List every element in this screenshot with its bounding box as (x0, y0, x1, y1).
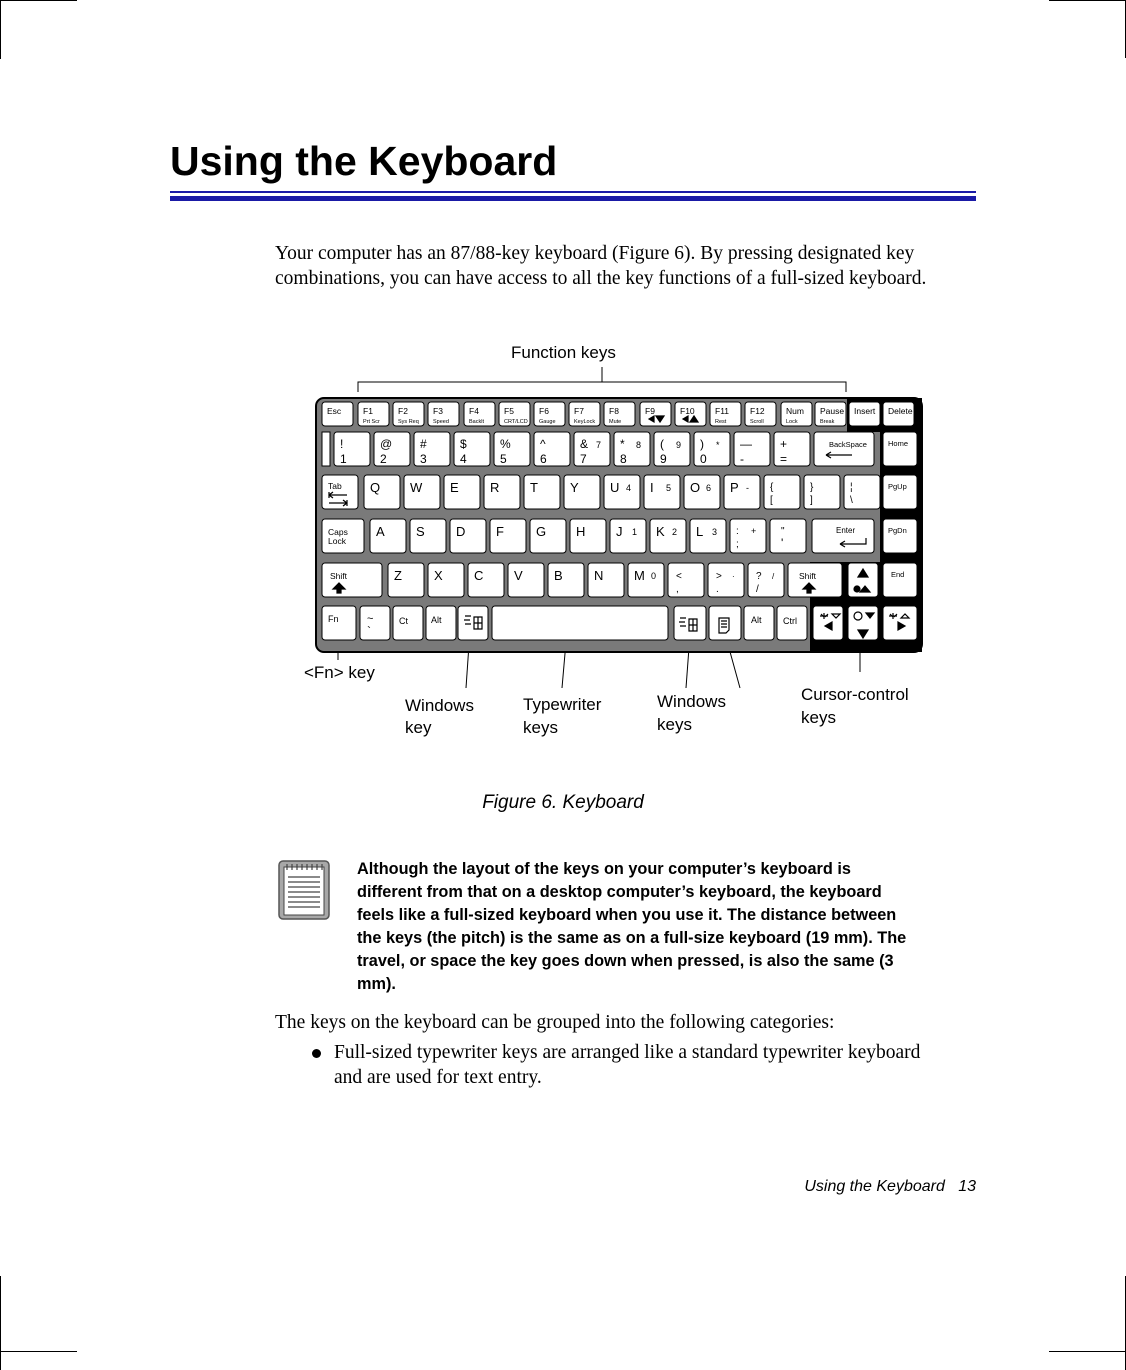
v-label: V (514, 568, 523, 583)
l-label: L (696, 524, 704, 539)
pgdn-key (883, 519, 917, 553)
h-label: H (576, 524, 586, 539)
n8b-label: 8 (620, 452, 627, 466)
prb-label: . (716, 584, 719, 595)
windows-right-key (674, 606, 706, 640)
f7-label: F7 (574, 406, 584, 416)
categories-intro: The keys on the keyboard can be grouped into the following categories: (275, 1012, 835, 1033)
bsb-top-label: ¦ (850, 482, 853, 493)
delete-label: Delete (888, 406, 913, 416)
c-label: C (474, 568, 484, 583)
crop-mark (0, 1276, 1, 1370)
page-footer (804, 1178, 976, 1196)
f11-label: F11 (715, 406, 730, 416)
bullet-icon (312, 1049, 321, 1058)
n1b-label: 1 (340, 452, 347, 466)
i-label: I (650, 480, 654, 495)
n-label: N (594, 568, 604, 583)
windows-keys-label-2: keys (657, 715, 692, 734)
f12-label: F12 (750, 406, 765, 416)
typewriter-keys-label-2: keys (523, 718, 558, 737)
note-text: Although the layout of the keys on your computer’s keyboard is different from that on a desktop computer’s keyboard, the keyboard feels like a full-sized keyboard when you use it. The distance between the keys (the pitch) is the same as on a full-size keyboard (19 mm). The travel, or space the key goes down when pressed, is also the same (3 mm). (357, 860, 907, 993)
pgup-label: PgUp (888, 482, 907, 491)
f4-sub-label: Backlt (469, 419, 484, 425)
m-keypad-label: 0 (651, 571, 657, 581)
rbb-label: ] (810, 495, 813, 506)
cmb-label: , (676, 584, 679, 595)
t-label: T (530, 480, 538, 495)
bullet-line-2: and are used for text entry. (334, 1067, 542, 1088)
figure-caption: Figure 6. Keyboard (482, 792, 644, 813)
w-label: W (410, 480, 423, 495)
f3-label: F3 (433, 406, 443, 416)
lbb-top-label: { (770, 482, 774, 493)
f-label: F (496, 524, 504, 539)
slb-key (748, 563, 784, 597)
backtick-label: ` (367, 624, 371, 638)
prb-top-label: > (716, 571, 722, 582)
crop-mark (0, 1351, 77, 1352)
tilde-key (360, 606, 390, 640)
quote-key (770, 519, 806, 553)
home-key (883, 432, 917, 466)
quote-label: ' (781, 536, 784, 550)
cursor-control-label-2: keys (801, 708, 836, 727)
left-arrow-key (813, 606, 843, 640)
r-label: R (490, 480, 500, 495)
page-title: Using the Keyboard (170, 138, 558, 184)
semicolon-keypad-label: + (751, 526, 757, 536)
n6b-top-label: ^ (540, 437, 546, 451)
backspace-key (814, 432, 874, 466)
pgup-key (883, 475, 917, 509)
k-keypad-label: 2 (672, 527, 678, 537)
shift-label: Shift (330, 571, 348, 581)
slb-label: / (756, 584, 759, 595)
n7b-label: 7 (580, 452, 587, 466)
rbb-top-label: } (810, 482, 814, 493)
n2b-top-label: @ (380, 437, 393, 451)
e-label: E (450, 480, 459, 495)
n3b-top-label: # (420, 437, 427, 451)
a-label: A (376, 524, 385, 539)
b-label: B (554, 568, 563, 583)
quote-top-label: " (781, 526, 785, 537)
f11-sub-label: Rest (715, 419, 727, 425)
page-number: 13 (958, 1178, 976, 1195)
f5-sub-label: CRT/LCD (504, 419, 528, 425)
minb-top-label: — (740, 437, 752, 451)
f1-label: F1 (363, 406, 373, 416)
f10-label: F10 (680, 406, 695, 416)
slb-keypad-label: / (772, 572, 775, 581)
enter-label: Enter (836, 526, 856, 535)
n2b-label: 2 (380, 452, 387, 466)
cmb-top-label: < (676, 571, 682, 582)
m-label: M (634, 568, 645, 583)
num-sub-label: Lock (786, 419, 798, 425)
k-label: K (656, 524, 665, 539)
d-label: D (456, 524, 466, 539)
minb-label: - (740, 452, 744, 466)
u-keypad-label: 4 (626, 483, 632, 493)
f8-label: F8 (609, 406, 619, 416)
num-label: Num (786, 406, 804, 416)
esc-label: Esc (327, 406, 342, 416)
semicolon-label: ; (736, 539, 739, 550)
n6b-label: 6 (540, 452, 547, 466)
i-keypad-label: 5 (666, 483, 672, 493)
q-label: Q (370, 480, 381, 495)
prb-keypad-label: · (732, 572, 735, 581)
o-keypad-label: 6 (706, 483, 712, 493)
end-label: End (891, 570, 905, 579)
ctrl-right-label: Ctrl (783, 616, 797, 626)
cmb-key (668, 563, 704, 597)
tilde-top-label: ~ (367, 613, 374, 625)
ctrl-left-key (393, 606, 423, 640)
j-keypad-label: 1 (632, 527, 638, 537)
footer-section: Using the Keyboard (804, 1178, 945, 1195)
f7-sub-label: KeyLock (574, 419, 596, 425)
menu-key (709, 606, 741, 640)
bsb-label: \ (850, 495, 853, 506)
y-label: Y (570, 480, 579, 495)
eqb-top-label: + (780, 437, 788, 451)
windows-keys-label: Windows (657, 692, 726, 711)
note-pad-icon (278, 860, 330, 920)
n0b-label: 0 (700, 452, 707, 466)
eqb-label: = (780, 452, 788, 466)
slb-top-label: ? (756, 571, 762, 582)
p-keypad-label: - (746, 483, 749, 493)
n5b-label: 5 (500, 452, 507, 466)
n9b-top-label: ( (660, 437, 664, 451)
caps-label: Caps (328, 527, 348, 537)
spacebar-key (492, 606, 668, 640)
alt-left-label: Alt (431, 615, 442, 625)
crop-mark (1049, 1351, 1126, 1352)
n0b-top-label: ) (700, 437, 704, 451)
o-label: O (690, 480, 701, 495)
n7b-keypad-label: 7 (596, 440, 602, 450)
rshift-label: Shift (799, 571, 817, 581)
f6-sub-label: Gauge (539, 419, 556, 425)
caps-lock-label: Lock (328, 536, 346, 546)
n9b-keypad-label: 9 (676, 440, 682, 450)
f9-label: F9 (645, 406, 655, 416)
u-label: U (610, 480, 620, 495)
f4-label: F4 (469, 406, 479, 416)
tab-label: Tab (328, 481, 342, 491)
z-label: Z (394, 568, 402, 583)
fn-label: Fn (328, 614, 339, 624)
f8-sub-label: Mute (609, 419, 622, 425)
n7b-top-label: & (580, 437, 589, 451)
n8b-top-label: * (620, 437, 625, 451)
g-label: G (536, 524, 547, 539)
f2-sub-label: Sys Req (398, 419, 419, 425)
windows-left-key (458, 606, 488, 640)
f3-sub-label: Speed (433, 419, 449, 425)
intro-line-1: Your computer has an 87/88-key keyboard (Figure 6). By pressing designated key (275, 243, 915, 264)
pause-sub-label: Break (820, 419, 835, 425)
l-keypad-label: 3 (712, 527, 718, 537)
backspace-label: BackSpace (829, 440, 867, 449)
fn-key-label: <Fn> key (304, 663, 375, 682)
prb-key (708, 563, 744, 597)
function-keys-label: Function keys (511, 343, 616, 362)
pause-label: Pause (820, 406, 845, 416)
x-label: X (434, 568, 443, 583)
windows-key-label-2: key (405, 718, 432, 737)
insert-label: Insert (854, 406, 876, 416)
n4b-top-label: $ (460, 437, 467, 451)
n4b-label: 4 (460, 452, 467, 466)
f12-sub-label: Scroll (750, 419, 764, 425)
n5b-top-label: % (500, 437, 511, 451)
pgdn-label: PgDn (888, 526, 907, 535)
lbb-label: [ (770, 495, 773, 506)
key-edge (322, 432, 330, 466)
n0b-keypad-label: * (716, 440, 720, 450)
cursor-control-label: Cursor-control (801, 685, 909, 704)
typewriter-keys-label: Typewriter (523, 695, 602, 714)
enter-key (812, 519, 874, 553)
s-label: S (416, 524, 425, 539)
n9b-label: 9 (660, 452, 667, 466)
n1b-top-label: ! (340, 437, 344, 451)
f6-label: F6 (539, 406, 549, 416)
alt-right-label: Alt (751, 615, 762, 625)
n3b-label: 3 (420, 452, 427, 466)
j-label: J (616, 524, 623, 539)
windows-key-label: Windows (405, 696, 474, 715)
home-label: Home (888, 439, 909, 448)
ctrl-left-label: Ct (399, 616, 408, 626)
p-label: P (730, 480, 739, 495)
f5-label: F5 (504, 406, 514, 416)
n8b-keypad-label: 8 (636, 440, 642, 450)
semicolon-top-label: : (736, 526, 739, 537)
intro-line-2: combinations, you can have access to all the key functions of a full-sized keyboard. (275, 268, 927, 289)
f2-label: F2 (398, 406, 408, 416)
bullet-line-1: Full-sized typewriter keys are arranged like a standard typewriter keyboard (334, 1042, 921, 1063)
contrast-icon (854, 586, 860, 592)
end-key (883, 563, 917, 597)
f1-sub-label: Prt Scr (363, 419, 380, 425)
